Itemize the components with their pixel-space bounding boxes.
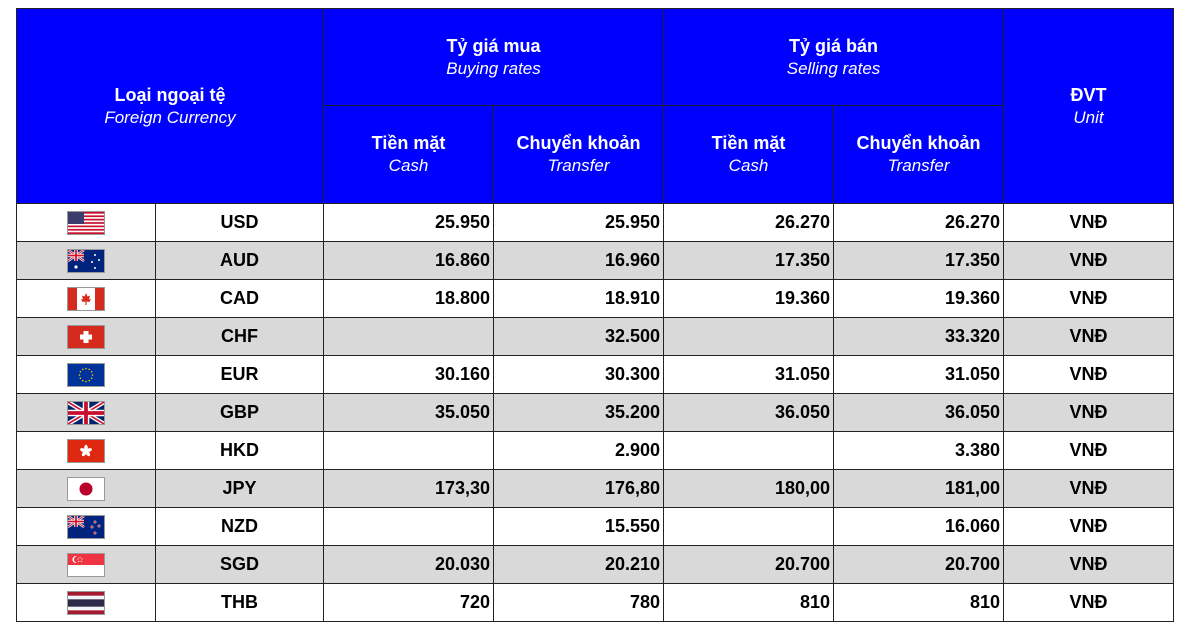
au-flag-icon — [68, 250, 104, 272]
header-currency — [17, 9, 324, 204]
sg-flag-icon — [68, 554, 104, 576]
buy-transfer-value: 25.950 — [494, 204, 664, 242]
sell-cash-value: 20.700 — [664, 546, 834, 584]
buy-transfer-value: 18.910 — [494, 280, 664, 318]
flag-cell — [17, 470, 156, 508]
unit-value: VNĐ — [1004, 432, 1174, 470]
flag-cell — [17, 318, 156, 356]
table-row — [17, 356, 1174, 394]
hk-flag-icon — [68, 440, 104, 462]
sell-transfer-value: 36.050 — [834, 394, 1004, 432]
table-row — [17, 318, 1174, 356]
sell-cash-value: 26.270 — [664, 204, 834, 242]
buy-cash-value: 20.030 — [324, 546, 494, 584]
header-selling-en: Selling rates — [786, 58, 881, 78]
buy-transfer-value: 32.500 — [494, 318, 664, 356]
us-flag-icon — [68, 212, 104, 234]
unit-value: VNĐ — [1004, 318, 1174, 356]
currency-code: NZD — [156, 508, 324, 546]
unit-value: VNĐ — [1004, 394, 1174, 432]
table-row — [17, 470, 1174, 508]
header-buy-cash — [324, 106, 494, 204]
flag-cell — [17, 356, 156, 394]
unit-value: VNĐ — [1004, 470, 1174, 508]
buy-cash-value: 30.160 — [324, 356, 494, 394]
sell-transfer-value: 810 — [834, 584, 1004, 622]
flag-cell — [17, 432, 156, 470]
sell-transfer-value: 31.050 — [834, 356, 1004, 394]
buy-transfer-value: 176,80 — [494, 470, 664, 508]
flag-cell — [17, 584, 156, 622]
header-buying-vi: Tỷ giá mua — [446, 35, 541, 56]
table-row — [17, 280, 1174, 318]
table-row — [17, 204, 1174, 242]
currency-code: HKD — [156, 432, 324, 470]
sell-cash-value: 180,00 — [664, 470, 834, 508]
buy-transfer-value: 35.200 — [494, 394, 664, 432]
sell-cash-value: 19.360 — [664, 280, 834, 318]
header-buying — [324, 9, 664, 106]
sell-cash-value: 31.050 — [664, 356, 834, 394]
buy-cash-value — [324, 508, 494, 546]
sell-transfer-value: 20.700 — [834, 546, 1004, 584]
currency-code: CHF — [156, 318, 324, 356]
buy-cash-value: 720 — [324, 584, 494, 622]
flag-cell — [17, 508, 156, 546]
unit-value: VNĐ — [1004, 356, 1174, 394]
table-row — [17, 546, 1174, 584]
flag-cell — [17, 204, 156, 242]
currency-code: EUR — [156, 356, 324, 394]
currency-code: JPY — [156, 470, 324, 508]
currency-code: GBP — [156, 394, 324, 432]
sell-transfer-value: 33.320 — [834, 318, 1004, 356]
header-sell-transfer-en: Transfer — [887, 156, 950, 175]
ch-flag-icon — [68, 326, 104, 348]
unit-value: VNĐ — [1004, 242, 1174, 280]
currency-code: CAD — [156, 280, 324, 318]
header-buying-en: Buying rates — [446, 58, 541, 78]
header-buy-transfer-vi: Chuyển khoản — [516, 133, 641, 153]
buy-cash-value: 18.800 — [324, 280, 494, 318]
header-sell-cash — [664, 106, 834, 204]
sell-transfer-value: 16.060 — [834, 508, 1004, 546]
header-sell-transfer-vi: Chuyển khoản — [856, 133, 981, 153]
eu-flag-icon — [68, 364, 104, 386]
header-buy-cash-en: Cash — [388, 156, 429, 175]
header-currency-vi: Loại ngoại tệ — [114, 84, 226, 105]
table-row — [17, 432, 1174, 470]
header-selling — [664, 9, 1004, 106]
currency-code: SGD — [156, 546, 324, 584]
currency-code: USD — [156, 204, 324, 242]
nz-flag-icon — [68, 516, 104, 538]
header-buy-transfer — [494, 106, 664, 204]
unit-value: VNĐ — [1004, 508, 1174, 546]
sell-transfer-value: 26.270 — [834, 204, 1004, 242]
currency-code: AUD — [156, 242, 324, 280]
unit-value: VNĐ — [1004, 280, 1174, 318]
table-row — [17, 584, 1174, 622]
buy-cash-value: 35.050 — [324, 394, 494, 432]
sell-transfer-value: 181,00 — [834, 470, 1004, 508]
unit-value: VNĐ — [1004, 204, 1174, 242]
sell-transfer-value: 17.350 — [834, 242, 1004, 280]
header-currency-en: Foreign Currency — [104, 107, 236, 127]
ca-flag-icon — [68, 288, 104, 310]
header-unit-en: Unit — [1073, 107, 1104, 127]
buy-transfer-value: 20.210 — [494, 546, 664, 584]
table-body — [17, 204, 1174, 622]
header-sell-transfer — [834, 106, 1004, 204]
flag-cell — [17, 546, 156, 584]
flag-cell — [17, 394, 156, 432]
header-buy-cash-vi: Tiền mặt — [371, 133, 446, 153]
buy-cash-value: 25.950 — [324, 204, 494, 242]
table-row — [17, 242, 1174, 280]
unit-value: VNĐ — [1004, 546, 1174, 584]
flag-cell — [17, 280, 156, 318]
table-row — [17, 508, 1174, 546]
buy-transfer-value: 2.900 — [494, 432, 664, 470]
jp-flag-icon — [68, 478, 104, 500]
exchange-rate-table — [16, 8, 1174, 622]
header-selling-vi: Tỷ giá bán — [789, 35, 879, 56]
header-unit — [1004, 9, 1174, 204]
sell-transfer-value: 3.380 — [834, 432, 1004, 470]
sell-cash-value — [664, 432, 834, 470]
gb-flag-icon — [68, 402, 104, 424]
unit-value: VNĐ — [1004, 584, 1174, 622]
th-flag-icon — [68, 592, 104, 614]
buy-cash-value — [324, 318, 494, 356]
sell-cash-value — [664, 318, 834, 356]
header-buy-transfer-en: Transfer — [547, 156, 610, 175]
sell-cash-value: 36.050 — [664, 394, 834, 432]
table-header — [17, 9, 1174, 204]
header-unit-vi: ĐVT — [1070, 84, 1107, 105]
buy-transfer-value: 15.550 — [494, 508, 664, 546]
currency-code: THB — [156, 584, 324, 622]
buy-cash-value — [324, 432, 494, 470]
sell-transfer-value: 19.360 — [834, 280, 1004, 318]
flag-cell — [17, 242, 156, 280]
buy-transfer-value: 16.960 — [494, 242, 664, 280]
header-sell-cash-vi: Tiền mặt — [711, 133, 786, 153]
buy-cash-value: 173,30 — [324, 470, 494, 508]
buy-cash-value: 16.860 — [324, 242, 494, 280]
exchange-rate-table-container — [16, 8, 1173, 622]
buy-transfer-value: 780 — [494, 584, 664, 622]
buy-transfer-value: 30.300 — [494, 356, 664, 394]
sell-cash-value: 810 — [664, 584, 834, 622]
sell-cash-value — [664, 508, 834, 546]
sell-cash-value: 17.350 — [664, 242, 834, 280]
table-row — [17, 394, 1174, 432]
header-sell-cash-en: Cash — [728, 156, 769, 175]
